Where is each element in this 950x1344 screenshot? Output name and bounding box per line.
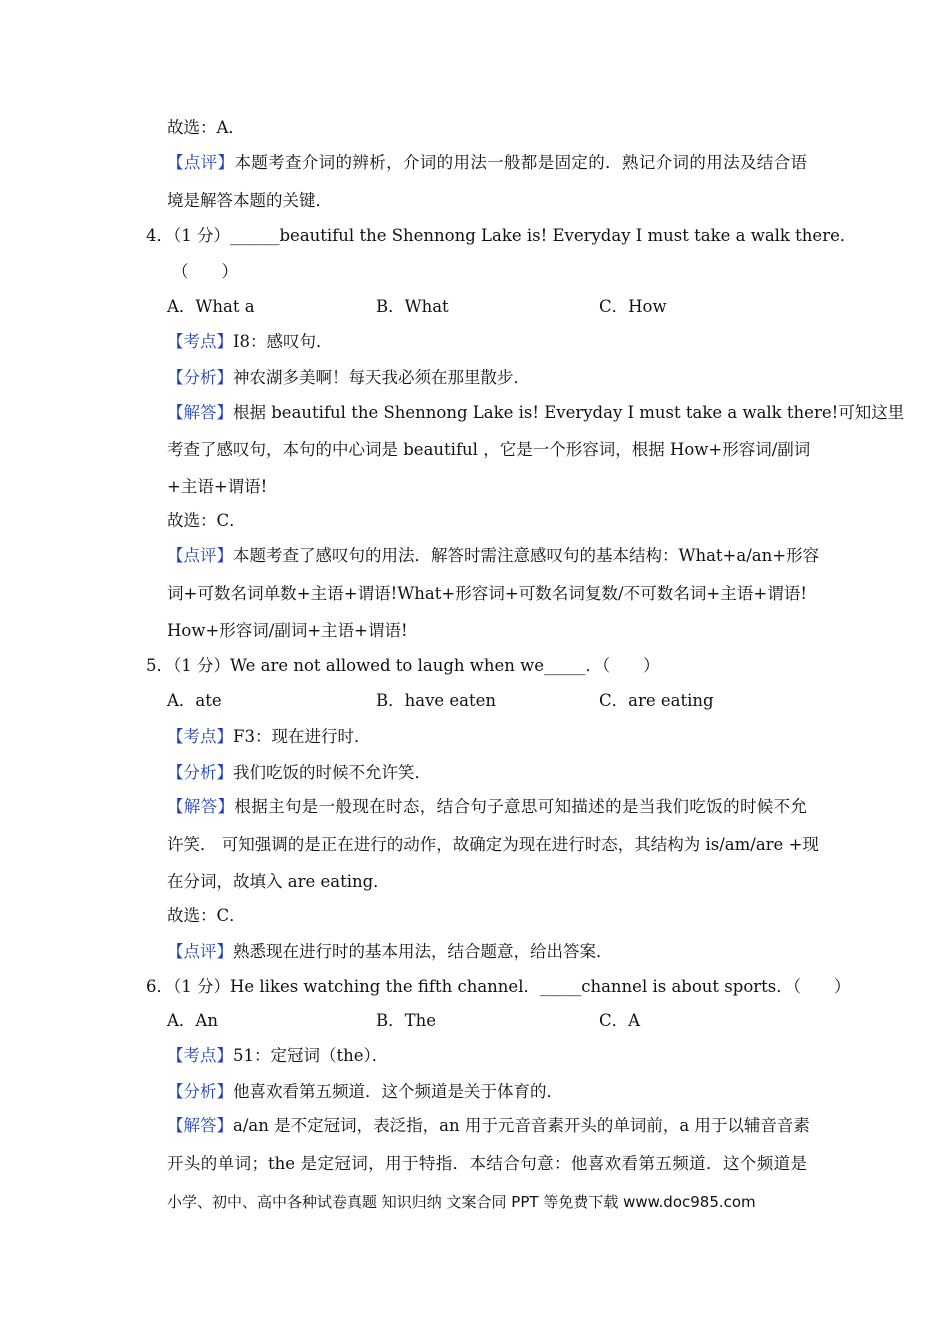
jieda-line-2: 考查了感叹句，本句的中心词是 beautiful ，它是一个形容词，根据 How+形容词/副词 — [167, 440, 811, 459]
answer-line: 故选：C． — [167, 511, 246, 530]
kaodian-line: 【考点】I8：感叹句． — [167, 332, 333, 351]
jieda-line-3: +主语+谓语! — [167, 477, 268, 496]
comment-line: 【点评】本题考查介词的辨析，介词的用法一般都是固定的．熟记介词的用法及结合语 — [167, 153, 808, 172]
kaodian-line: 【考点】51：定冠词（the）． — [167, 1046, 389, 1065]
fenxi-line: 【分析】他喜欢看第五频道．这个频道是关于体育的． — [167, 1082, 563, 1101]
jieda-line-2: 开头的单词；the 是定冠词，用于特指．本结合句意：他喜欢看第五频道．这个频道是 — [167, 1154, 807, 1173]
question-5: 5．（1 分）We are not allowed to laugh when we_____．（ ） — [146, 656, 660, 675]
comment-line-2: 词+可数名词单数+主语+谓语!What+形容词+可数名词复数/不可数名词+主语+谓语! — [167, 584, 807, 603]
jieda-line-2: 许笑． 可知强调的是正在进行的动作，故确定为现在进行时态，其结构为 is/am/are +现 — [167, 835, 819, 854]
comment-line: 【点评】本题考查了感叹句的用法．解答时需注意感叹句的基本结构：What+a/an+形容 — [167, 546, 820, 565]
jieda-line: 【解答】a/an 是不定冠词，表泛指，an 用于元音音素开头的单词前，a 用于以辅音音素 — [167, 1116, 810, 1135]
option-c: C．A — [599, 1011, 641, 1030]
question-4-bracket: （ ） — [172, 262, 238, 281]
question-4: 4．（1 分）______beautiful the Shennong Lake is! Everyday I must take a walk there． — [146, 226, 857, 245]
option-b: B．What — [376, 297, 449, 316]
option-c: C．are eating — [599, 691, 714, 710]
question-6: 6．（1 分）He likes watching the fifth channel．_____channel is about sports．（ ） — [146, 977, 851, 996]
option-b: B．have eaten — [376, 691, 497, 710]
option-a: A．ate — [167, 691, 222, 710]
answer-line: 故选：C． — [167, 906, 246, 925]
comment-line-3: How+形容词/副词+主语+谓语! — [167, 621, 408, 640]
option-a: A．What a — [167, 297, 255, 316]
option-a: A．An — [167, 1011, 218, 1030]
page-footer: 小学、初中、高中各种试卷真题 知识归纳 文案合同 PPT 等免费下载 www.doc985.com — [167, 1193, 756, 1211]
jieda-line: 【解答】根据 beautiful the Shennong Lake is! Everyday I must take a walk there!可知这里 — [167, 403, 905, 422]
comment-line-2: 境是解答本题的关键． — [167, 191, 332, 210]
option-c: C．How — [599, 297, 667, 316]
comment-line: 【点评】熟悉现在进行时的基本用法，结合题意，给出答案． — [167, 942, 613, 961]
comment-tag: 【点评】 — [167, 153, 235, 172]
kaodian-line: 【考点】F3：现在进行时． — [167, 727, 371, 746]
option-b: B．The — [376, 1011, 437, 1030]
jieda-line-3: 在分词，故填入 are eating． — [167, 872, 390, 891]
answer-line: 故选：A． — [167, 118, 245, 137]
jieda-line: 【解答】根据主句是一般现在时态，结合句子意思可知描述的是当我们吃饭的时候不允 — [167, 797, 808, 816]
fenxi-line: 【分析】我们吃饭的时候不允许笑． — [167, 763, 431, 782]
fenxi-line: 【分析】神农湖多美啊！每天我必须在那里散步． — [167, 368, 530, 387]
